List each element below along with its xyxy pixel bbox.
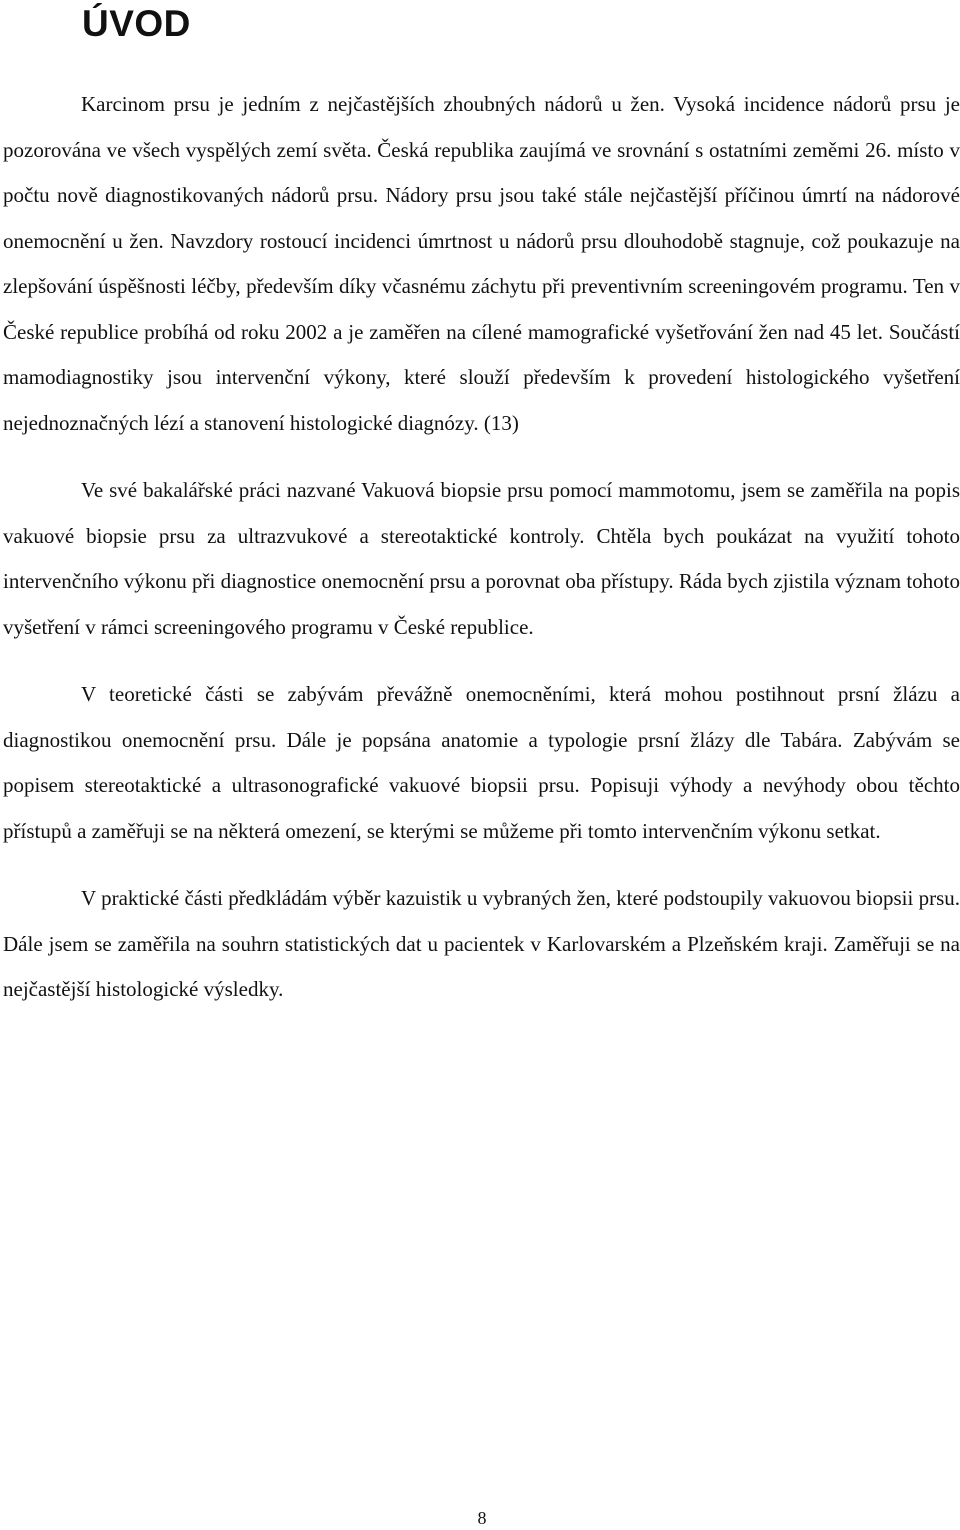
chapter-body	[3, 82, 960, 1013]
paragraph-theoretical-part: V teoretické části se zabývám převážně onemocněními, která mohou postihnout prsní žlázu a diagnostikou onemocnění prsu. Dále je popsána anatomie a typologie prsní žlázy dle Tabára. Zabývám se popisem stereotaktické a ultrasonografické vakuové biopsii prsu. Popisuji výhody a nevýhody obou těchto přístupů a zaměřuji se na některá omezení, se kterými se můžeme při tomto intervenčním výkonu setkat.	[3, 682, 960, 843]
paragraph-introduction: Karcinom prsu je jedním z nejčastějších zhoubných nádorů u žen. Vysoká incidence nádorů prsu je pozorována ve všech vyspělých zemí světa. Česká republika zaujímá ve srovnání s ostatními zeměmi 26. místo v počtu nově diagnostikovaných nádorů prsu. Nádory prsu jsou také stále nejčastější příčinou úmrtí na nádorové onemocnění u žen. Navzdory rostoucí incidenci úmrtnost u nádorů prsu dlouhodobě stagnuje, což poukazuje na zlepšování úspěšnosti léčby, především díky včasnému záchytu při preventivním screeningovém programu. Ten v České republice probíhá od roku 2002 a je zaměřen na cílené mamografické vyšetřování žen nad 45 let. Součástí mamodiagnostiky jsou intervenční výkony, které slouží především k provedení histologického vyšetření nejednoznačných lézí a stanovení histologické diagnózy. (13)	[3, 92, 960, 435]
page-number: 8	[477, 1508, 487, 1528]
chapter-heading: ÚVOD	[82, 3, 191, 44]
paragraph-practical-part: V praktické části předkládám výběr kazuistik u vybraných žen, které podstoupily vakuovou biopsii prsu. Dále jsem se zaměřila na souhrn statistických dat u pacientek v Karlovarském a Plzeňském kraji. Zaměřuji se na nejčastější histologické výsledky.	[3, 886, 960, 1001]
paragraph-thesis-aim: Ve své bakalářské práci nazvané Vakuová biopsie prsu pomocí mammotomu, jsem se zaměřila na popis vakuové biopsie prsu za ultrazvukové a stereotaktické kontroly. Chtěla bych poukázat na využití tohoto intervenčního výkonu při diagnostice onemocnění prsu a porovnat oba přístupy. Ráda bych zjistila význam tohoto vyšetření v rámci screeningového programu v České republice.	[3, 478, 960, 639]
